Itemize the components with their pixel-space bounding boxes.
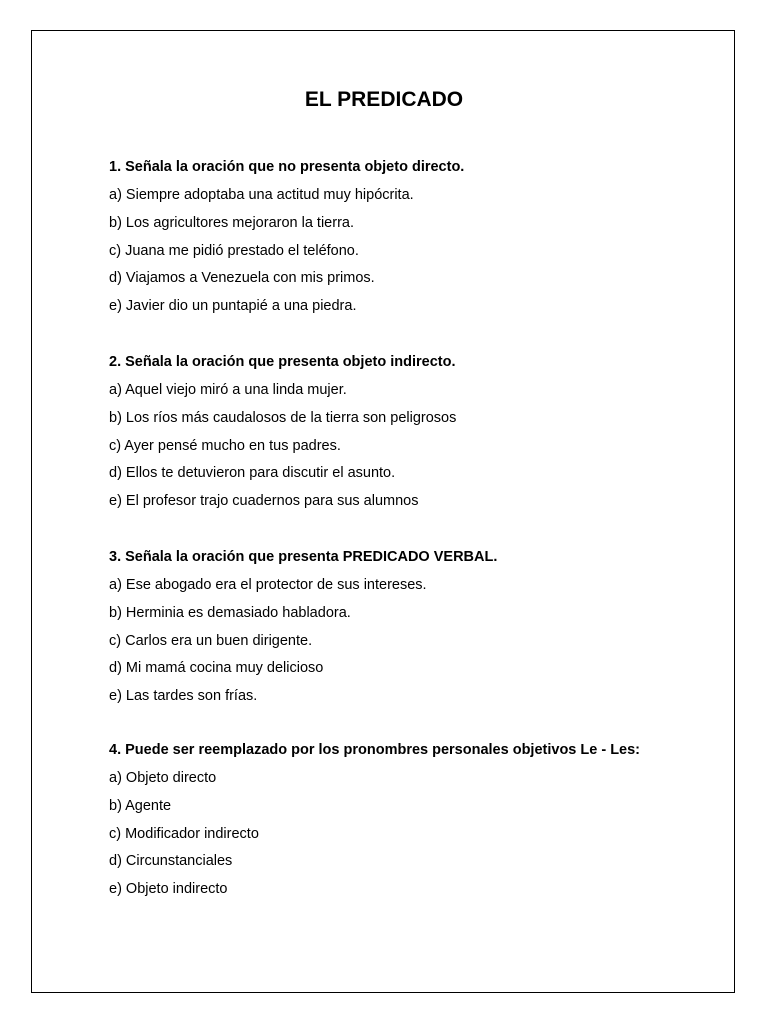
answer-option-c: c) Modificador indirecto (109, 825, 259, 842)
question-prompt: 3. Señala la oración que presenta PREDICADO VERBAL. (109, 549, 498, 565)
answer-option-a: a) Siempre adoptaba una actitud muy hipócrita. (109, 187, 414, 203)
answer-option-a: a) Objeto directo (109, 770, 217, 786)
answer-option-b: b) Agente (109, 797, 172, 814)
answer-option-d: d) Viajamos a Venezuela con mis primos. (109, 270, 375, 287)
answer-options (109, 185, 658, 316)
question-prompt: 2. Señala la oración que presenta objeto indirecto. (109, 354, 456, 370)
answer-option-e: e) Objeto indirecto (109, 881, 228, 898)
answer-option-d: d) Circunstanciales (109, 853, 233, 870)
answer-option-c: c) Carlos era un buen dirigente. (109, 632, 313, 649)
answer-option-a: a) Ese abogado era el protector de sus intereses. (109, 577, 427, 593)
answer-option-b: b) Los agricultores mejoraron la tierra. (109, 214, 354, 231)
answer-option-d: d) Mi mamá cocina muy delicioso (109, 660, 324, 677)
answer-option-b: b) Herminia es demasiado habladora. (109, 604, 351, 621)
question-2 (109, 352, 658, 519)
question-3 (109, 547, 658, 714)
answer-option-e: e) Javier dio un puntapié a una piedra. (109, 298, 357, 315)
answer-option-e: e) El profesor trajo cuadernos para sus alumnos (109, 493, 419, 510)
answer-options (109, 768, 658, 899)
answer-option-a: a) Aquel viejo miró a una linda mujer. (109, 382, 347, 398)
answer-options (109, 575, 658, 706)
answer-options (109, 380, 658, 511)
answer-option-d: d) Ellos te detuvieron para discutir el asunto. (109, 465, 396, 482)
answer-option-e: e) Las tardes son frías. (109, 688, 258, 705)
question-prompt: 1. Señala la oración que no presenta objeto directo. (109, 159, 465, 175)
question-1 (109, 157, 658, 324)
question-4 (109, 741, 658, 907)
question-prompt: 4. Puede ser reemplazado por los pronombres personales objetivos Le - Les: (109, 742, 641, 758)
answer-option-c: c) Juana me pidió prestado el teléfono. (109, 242, 359, 259)
page-title: EL PREDICADO (304, 88, 464, 111)
answer-option-b: b) Los ríos más caudalosos de la tierra son peligrosos (109, 409, 457, 426)
answer-option-c: c) Ayer pensé mucho en tus padres. (109, 437, 341, 454)
